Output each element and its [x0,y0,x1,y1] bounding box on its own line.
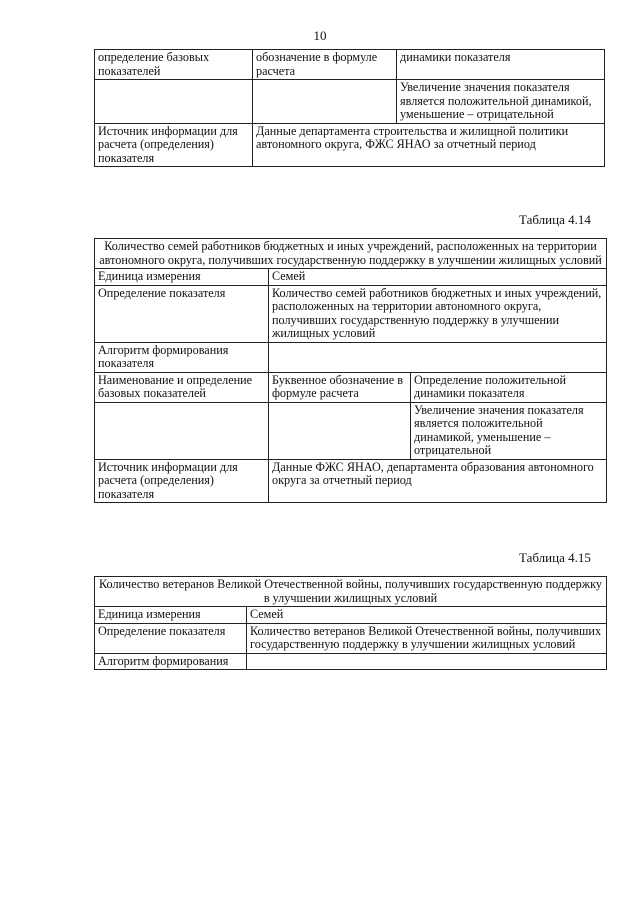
table-row [95,269,607,286]
page-number: 10 [313,28,327,43]
dynamics-text-cell: Увеличение значения показателя является положительной динамикой, уменьшение – отрицательной [411,402,607,459]
source-value-cell: Данные ФЖС ЯНАО, департамента образования автономного округа за отчетный период [269,459,607,503]
empty-cell [95,402,269,459]
dynamics-cell: динамики показателя [397,50,605,80]
table-row [95,285,607,342]
table-row [95,372,607,402]
definition-label-cell: Определение показателя [95,285,269,342]
definition-label-cell: Определение показателя [95,623,247,653]
table-caption: Таблица 4.14 [519,212,591,227]
algorithm-label-cell: Алгоритм формирования показателя [95,342,269,372]
empty-cell [269,402,411,459]
algorithm-label-cell: Алгоритм формирования [95,653,247,670]
table-row [95,459,607,503]
unit-value-cell: Семей [269,269,607,286]
unit-label-cell: Единица измерения [95,269,269,286]
table-row [95,239,607,269]
table-4-15 [94,576,607,670]
definition-value-cell: Количество ветеранов Великой Отечественной войны, получивших государственную поддержку в улучшении жилищных условий [247,623,607,653]
table-row [95,577,607,607]
table-title: Количество ветеранов Великой Отечественной войны, получивших государственную поддержку в улучшении жилищных условий [95,577,607,607]
empty-cell [253,80,397,124]
base-names-label-cell: Наименование и определение базовых показателей [95,372,269,402]
table-caption: Таблица 4.15 [519,550,591,565]
positive-dynamics-label-cell: Определение положительной динамики показателя [411,372,607,402]
table-title: Количество семей работников бюджетных и иных учреждений, расположенных на территории автономного округа, получивших государственную поддержку в улучшении жилищных условий [95,239,607,269]
source-label-cell: Источник информации для расчета (определения) показателя [95,459,269,503]
unit-value-cell: Семей [247,607,607,624]
source-value-cell: Данные департамента строительства и жилищной политики автономного округа, ФЖС ЯНАО за отчетный период [253,123,605,167]
letter-designation-cell: Буквенное обозначение в формуле расчета [269,372,411,402]
continued-indicator-table [94,49,605,167]
empty-cell [95,80,253,124]
table-row [95,123,605,167]
algorithm-value-cell [247,653,607,670]
dynamics-text-cell: Увеличение значения показателя является положительной динамикой, уменьшение – отрицательной [397,80,605,124]
table-4-14 [94,238,607,503]
table-row [95,50,605,80]
unit-label-cell: Единица измерения [95,607,247,624]
table-row [95,342,607,372]
table-row [95,653,607,670]
algorithm-value-cell [269,342,607,372]
table-row [95,80,605,124]
table-row [95,402,607,459]
table-row [95,623,607,653]
definition-value-cell: Количество семей работников бюджетных и иных учреждений, расположенных на территории автономного округа, получивших государственную поддержку в улучшении жилищных условий [269,285,607,342]
source-label-cell: Источник информации для расчета (определения) показателя [95,123,253,167]
base-indicators-cell: определение базовых показателей [95,50,253,80]
formula-designation-cell: обозначение в формуле расчета [253,50,397,80]
table-row [95,607,607,624]
